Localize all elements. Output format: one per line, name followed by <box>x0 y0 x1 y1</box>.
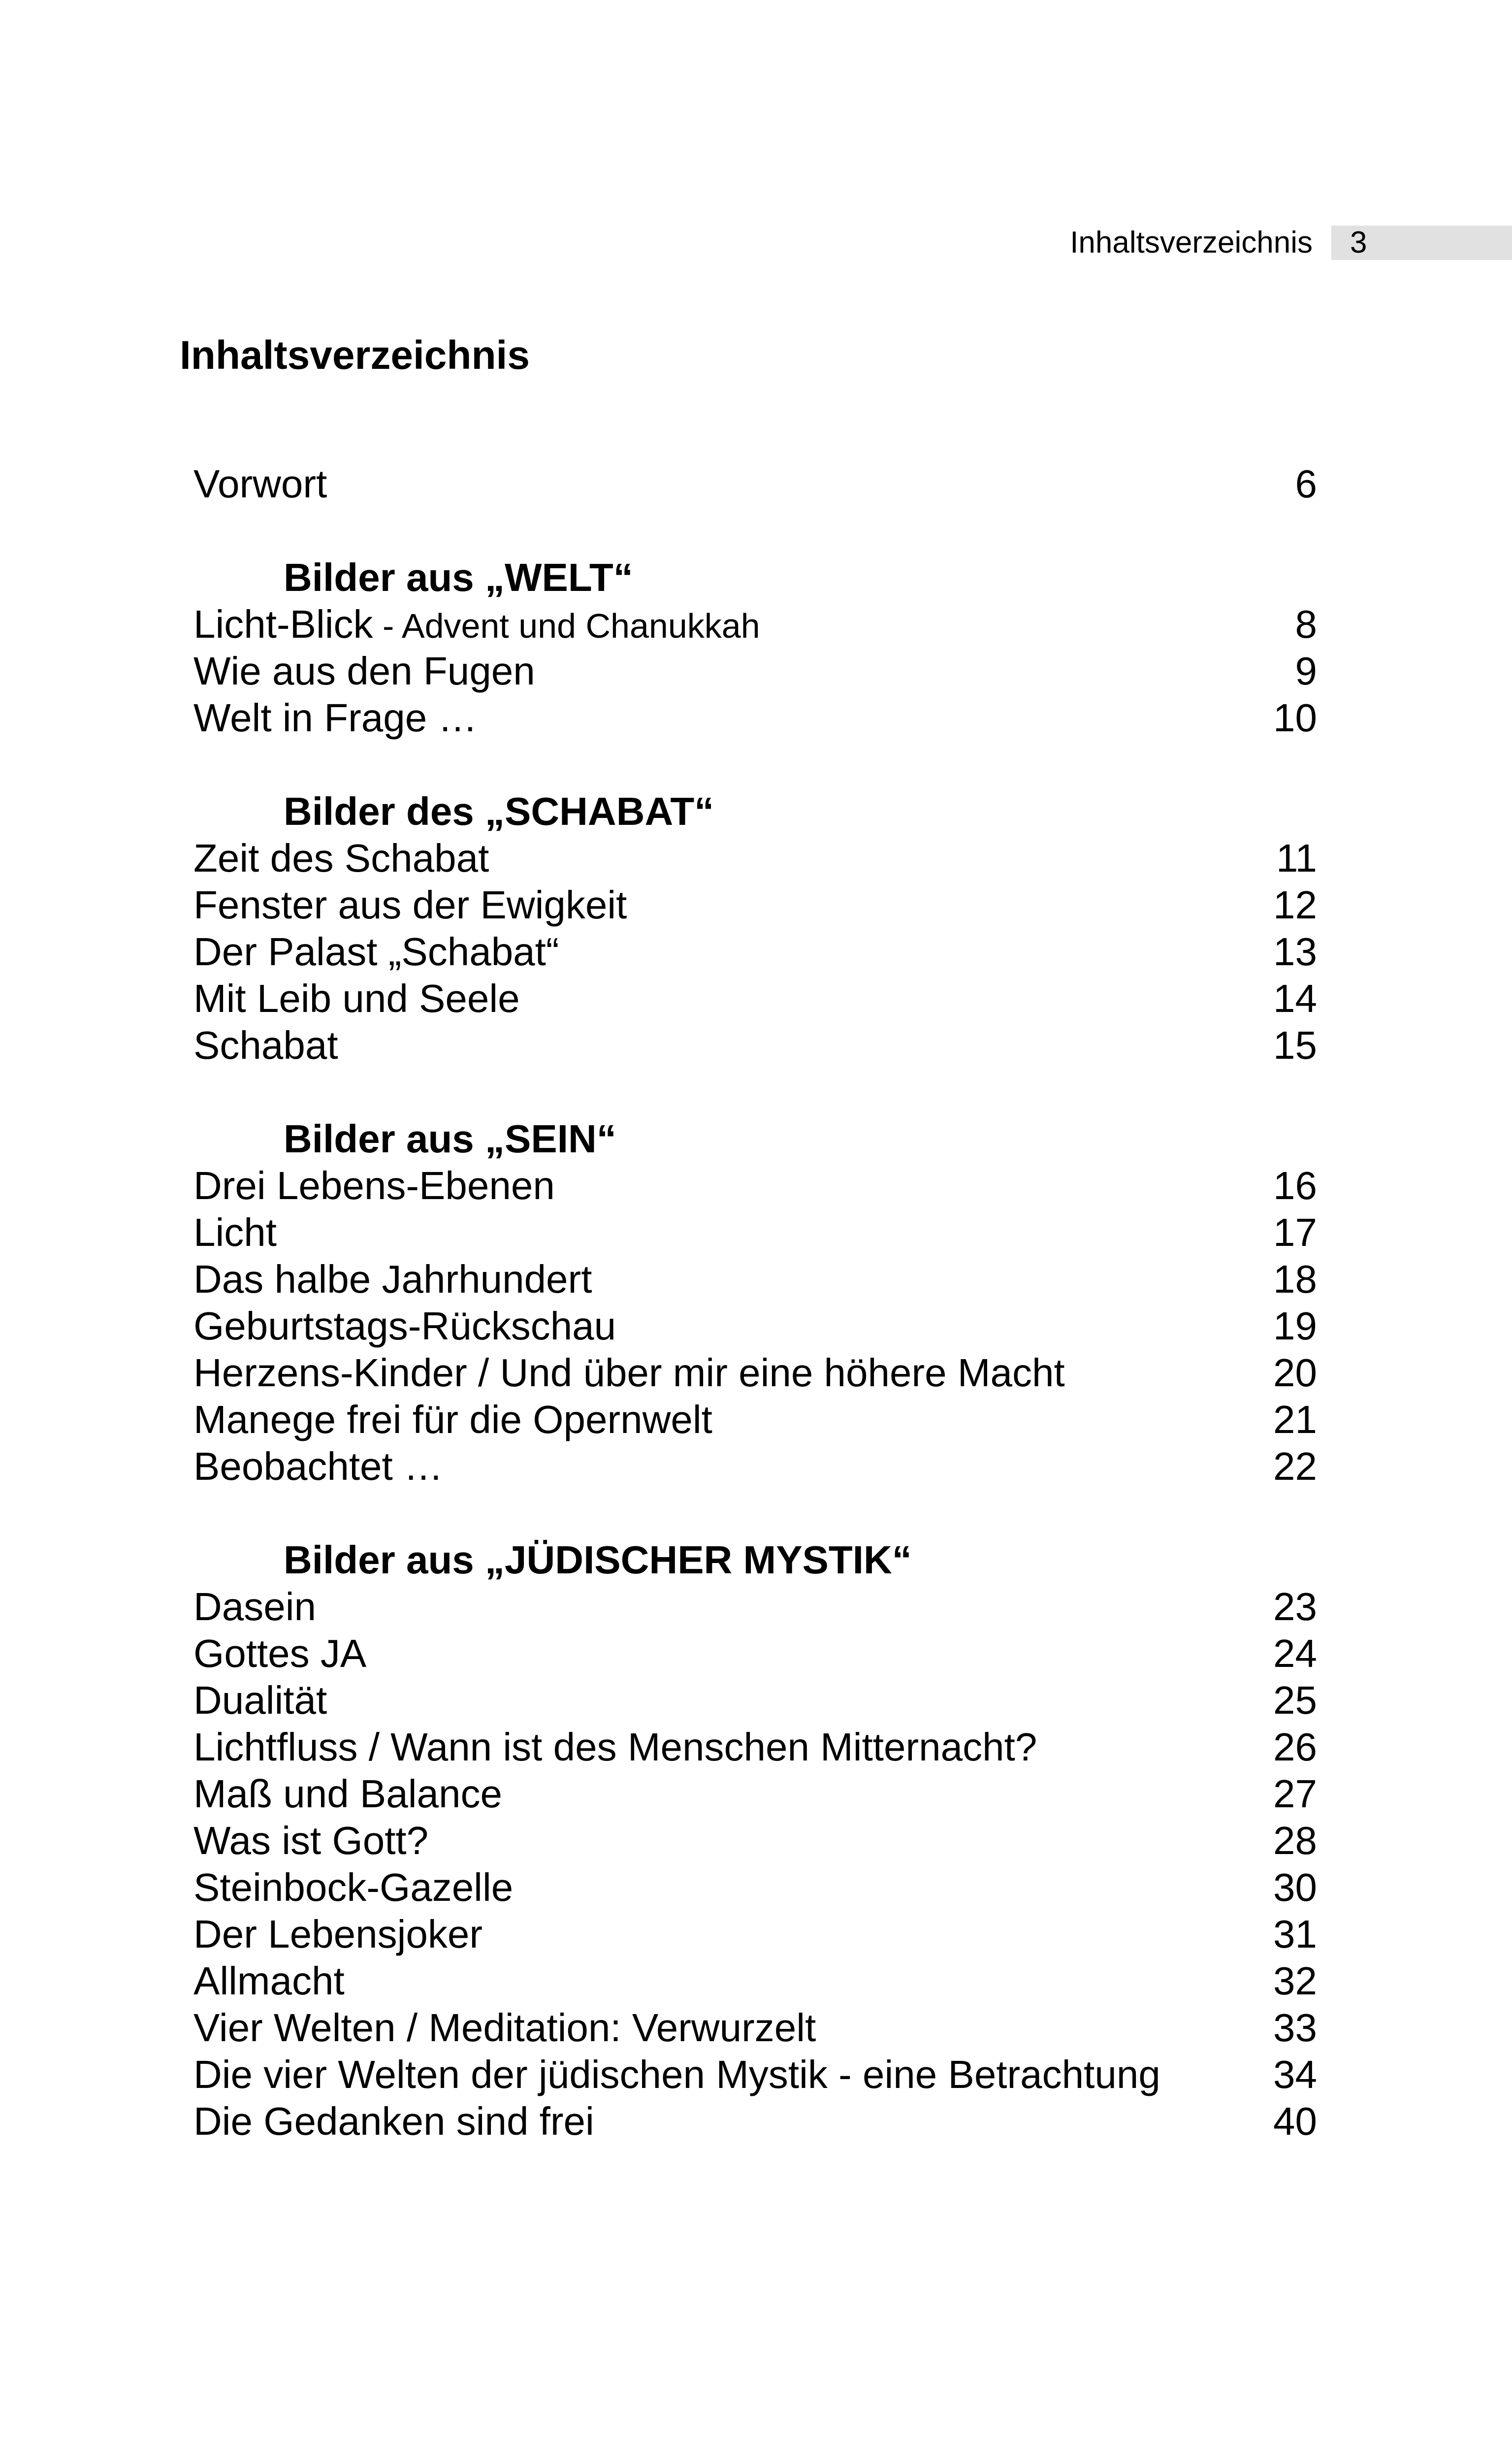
toc-entry-title-text: Wie aus den Fugen <box>193 649 535 693</box>
toc-entry[interactable] <box>193 881 1317 928</box>
toc-entry[interactable] <box>193 1770 1317 1817</box>
toc-entry-page: 40 <box>1273 2099 1317 2143</box>
toc-entry[interactable] <box>193 1677 1317 1724</box>
toc-entry[interactable] <box>193 1022 1317 1069</box>
toc-entry-page: 19 <box>1273 1304 1317 1348</box>
toc-entry[interactable] <box>193 835 1317 881</box>
toc-entry-title-text: Der Lebensjoker <box>193 1912 483 1956</box>
toc-entry-title <box>193 1583 316 1630</box>
toc-entry-page: 23 <box>1273 1585 1317 1629</box>
toc-entry[interactable] <box>193 1957 1317 2004</box>
toc-entry-title-text: Die vier Welten der jüdischen Mystik - eine Betrachtung <box>193 2052 1160 2096</box>
toc-entry-title <box>193 694 477 741</box>
running-header <box>0 226 1512 260</box>
toc-sections <box>193 554 1317 2145</box>
toc-entry[interactable] <box>193 1209 1317 1256</box>
toc-entry-title-text: Dualität <box>193 1678 327 1722</box>
toc-entry[interactable] <box>193 1911 1317 1957</box>
toc-entry-title <box>193 928 559 975</box>
toc-entry-title <box>193 1957 345 2004</box>
toc-entry-title <box>193 1864 513 1911</box>
toc-entry-page: 15 <box>1273 1023 1317 1067</box>
toc-entry-title <box>193 1349 1065 1396</box>
toc-entry-title-text: Was ist Gott? <box>193 1819 429 1862</box>
toc-entry[interactable] <box>193 1583 1317 1630</box>
toc-entry-vorwort[interactable] <box>193 460 1317 507</box>
page-number-tab <box>1331 226 1512 260</box>
toc-entry-title-text: Drei Lebens-Ebenen <box>193 1164 555 1207</box>
toc-entry-title-text: Licht-Blick <box>193 602 373 646</box>
toc-entry-title-text: Welt in Frage … <box>193 696 478 740</box>
toc-entry[interactable] <box>193 1396 1317 1443</box>
toc-entry-title <box>193 1770 502 1817</box>
toc-entry-title <box>193 1630 366 1677</box>
toc-entry-page: 6 <box>1295 462 1317 506</box>
toc-entry-title-text: Der Palast „Schabat“ <box>193 930 559 974</box>
toc-entry-page: 24 <box>1273 1631 1317 1675</box>
toc-entry-page: 31 <box>1273 1912 1317 1956</box>
toc-entry-title <box>193 835 489 881</box>
toc-entry-title <box>193 975 520 1022</box>
toc-entry-title-text: Steinbock-Gazelle <box>193 1865 514 1909</box>
toc-entry[interactable] <box>193 1303 1317 1349</box>
toc-entry-title <box>193 1396 712 1443</box>
toc-entry-title <box>193 601 760 650</box>
toc-entry-title-text: Vier Welten / Meditation: Verwurzelt <box>193 2006 816 2050</box>
toc-entry-title <box>193 1677 327 1724</box>
toc-entry[interactable] <box>193 1162 1317 1209</box>
toc-entry-title-text: Das halbe Jahrhundert <box>193 1257 592 1301</box>
running-title: Inhaltsverzeichnis <box>1070 226 1313 260</box>
toc-entry-title-text: Fenster aus der Ewigkeit <box>193 883 627 927</box>
toc-entry-title-text: Manege frei für die Opernwelt <box>193 1398 712 1441</box>
toc-entry-title: Vorwort <box>193 462 327 506</box>
toc-entry-page: 21 <box>1273 1398 1317 1441</box>
toc-entry-title-text: Maß und Balance <box>193 1772 503 1816</box>
toc-entry-title <box>193 648 535 694</box>
toc-entry-title <box>193 1256 592 1303</box>
toc-entry-page: 8 <box>1295 602 1317 646</box>
toc-entry-page: 26 <box>1273 1725 1317 1769</box>
section-heading: Bilder aus „SEIN“ <box>284 1117 616 1161</box>
toc-entry[interactable] <box>193 2004 1317 2051</box>
toc-entry-page: 20 <box>1273 1351 1317 1395</box>
toc-entry-page: 14 <box>1273 977 1317 1020</box>
toc-entry-page: 16 <box>1273 1164 1317 1207</box>
toc-entry-page: 28 <box>1273 1819 1317 1862</box>
toc-entry[interactable] <box>193 2098 1317 2145</box>
toc-entry-title-text: Dasein <box>193 1585 317 1629</box>
toc-entry-title <box>193 1209 277 1256</box>
toc-entry-title <box>193 1162 555 1209</box>
toc-entry[interactable] <box>193 2051 1317 2098</box>
toc-entry[interactable] <box>193 1864 1317 1911</box>
toc-entry-page: 33 <box>1273 2006 1317 2050</box>
table-of-contents <box>193 460 1317 2145</box>
toc-entry[interactable] <box>193 1349 1317 1396</box>
toc-entry-title <box>193 1817 428 1864</box>
toc-entry-title <box>193 1022 338 1069</box>
section-heading: Bilder aus „JÜDISCHER MYSTIK“ <box>284 1538 912 1582</box>
toc-entry[interactable] <box>193 694 1317 741</box>
toc-entry-page: 34 <box>1273 2052 1317 2096</box>
toc-entry-title <box>193 881 627 928</box>
toc-entry-page: 17 <box>1273 1210 1317 1254</box>
page-number: 3 <box>1350 226 1367 260</box>
toc-entry[interactable] <box>193 648 1317 694</box>
toc-entry-title-text: Geburtstags-Rückschau <box>193 1304 616 1348</box>
toc-entry-title-text: Zeit des Schabat <box>193 836 489 880</box>
section-heading: Bilder aus „WELT“ <box>284 555 633 599</box>
toc-entry-page: 27 <box>1273 1772 1317 1816</box>
toc-entry-title <box>193 1911 483 1957</box>
toc-entry-title-text: Lichtfluss / Wann ist des Menschen Mitternacht? <box>193 1725 1037 1769</box>
toc-entry-page: 22 <box>1273 1444 1317 1488</box>
section-heading: Bilder des „SCHABAT“ <box>284 789 714 833</box>
toc-entry-title <box>193 1443 443 1490</box>
toc-entry-title-text: Allmacht <box>193 1959 345 2003</box>
toc-entry[interactable] <box>193 601 1317 648</box>
toc-entry-page: 25 <box>1273 1678 1317 1722</box>
toc-entry-title <box>193 1724 1037 1770</box>
toc-entry-title-text: Beobachtet … <box>193 1444 443 1488</box>
toc-entry[interactable] <box>193 975 1317 1022</box>
toc-entry[interactable] <box>193 1724 1317 1770</box>
toc-entry[interactable] <box>193 928 1317 975</box>
toc-entry-page: 11 <box>1276 836 1317 880</box>
toc-entry-title <box>193 2051 1160 2098</box>
toc-entry-title <box>193 2098 594 2145</box>
toc-entry-title-text: Schabat <box>193 1023 338 1067</box>
toc-entry[interactable] <box>193 1817 1317 1864</box>
toc-entry-page: 32 <box>1273 1959 1317 2003</box>
toc-entry-title-text: Herzens-Kinder / Und über mir eine höhere Macht <box>193 1351 1065 1395</box>
toc-entry-page: 13 <box>1273 930 1317 974</box>
toc-entry-title-text: Gottes JA <box>193 1631 367 1675</box>
toc-entry-page: 12 <box>1273 883 1317 927</box>
toc-entry[interactable] <box>193 1256 1317 1303</box>
toc-entry-title <box>193 2004 816 2051</box>
toc-entry-page: 10 <box>1273 696 1317 740</box>
toc-entry[interactable] <box>193 1443 1317 1490</box>
toc-entry-title-text: Licht <box>193 1210 277 1254</box>
toc-entry-page: 18 <box>1273 1257 1317 1301</box>
toc-entry-title-text: Mit Leib und Seele <box>193 977 520 1020</box>
toc-entry-page: 30 <box>1273 1865 1317 1909</box>
toc-entry-title <box>193 1303 616 1349</box>
page-title: Inhaltsverzeichnis <box>180 333 530 378</box>
toc-entry-subtitle: - Advent und Chanukkah <box>373 607 760 645</box>
toc-entry[interactable] <box>193 1630 1317 1677</box>
toc-entry-title-text: Die Gedanken sind frei <box>193 2099 594 2143</box>
toc-entry-page: 9 <box>1295 649 1317 693</box>
